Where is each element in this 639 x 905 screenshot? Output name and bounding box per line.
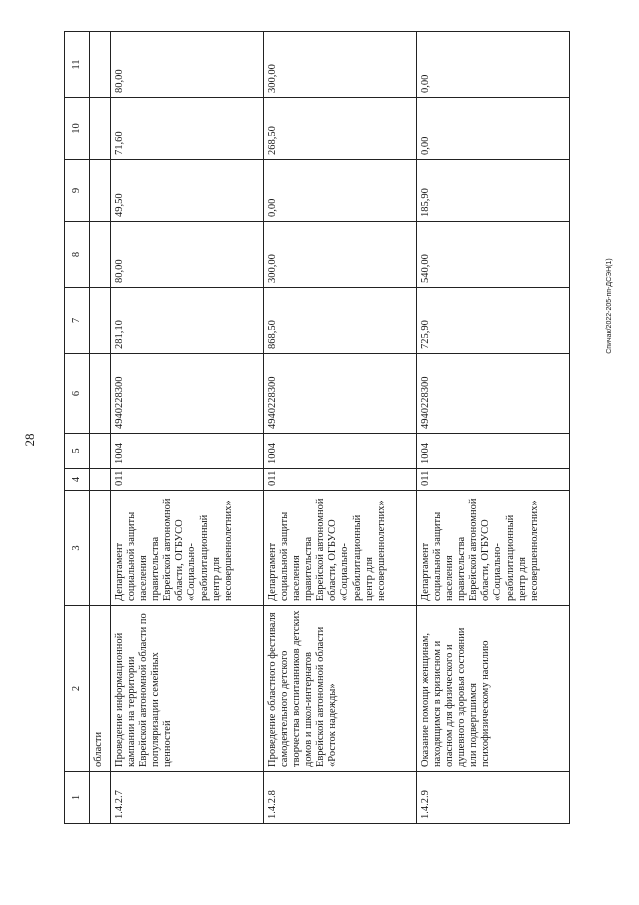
target-article-code: 4940228300 bbox=[111, 354, 264, 434]
column-number: 1 bbox=[65, 772, 90, 824]
column-number: 6 bbox=[65, 354, 90, 434]
column-number: 8 bbox=[65, 222, 90, 288]
grbs-code: 011 bbox=[417, 469, 570, 491]
section-code: 1004 bbox=[417, 434, 570, 469]
column-number: 9 bbox=[65, 160, 90, 222]
empty-cell bbox=[90, 434, 111, 469]
continuation-row bbox=[90, 32, 111, 824]
amount-col-10: 268,50 bbox=[264, 98, 417, 160]
amount-col-11: 300,00 bbox=[264, 32, 417, 98]
empty-cell bbox=[90, 288, 111, 354]
table-row bbox=[111, 32, 264, 824]
rotated-table-container bbox=[64, 32, 599, 824]
total-amount: 281,10 bbox=[111, 288, 264, 354]
program-activities-table bbox=[64, 31, 570, 824]
amount-col-11: 80,00 bbox=[111, 32, 264, 98]
column-number: 7 bbox=[65, 288, 90, 354]
target-article-code: 4940228300 bbox=[264, 354, 417, 434]
executor: Департамент социальной защиты населения правительства Еврейской автономной области, ОГБУСО «Социально-реабилитационный центр для несовершеннолетних» bbox=[417, 491, 570, 606]
empty-cell bbox=[90, 491, 111, 606]
column-number-row bbox=[65, 32, 90, 824]
amount-col-9: 49,50 bbox=[111, 160, 264, 222]
table-row bbox=[417, 32, 570, 824]
activity-name: Проведение областного фестиваля самодеятельного детского творчества воспитанников детских домов и школ-интернатов Еврейской автономной области «Росток надежды» bbox=[264, 606, 417, 772]
total-amount: 868,50 bbox=[264, 288, 417, 354]
amount-col-8: 540,00 bbox=[417, 222, 570, 288]
amount-col-11: 0,00 bbox=[417, 32, 570, 98]
amount-col-10: 71,60 bbox=[111, 98, 264, 160]
section-code: 1004 bbox=[111, 434, 264, 469]
section-code: 1004 bbox=[264, 434, 417, 469]
activity-name: Проведение информационной кампании на территории Еврейской автономной области по популяризации семейных ценностей bbox=[111, 606, 264, 772]
grbs-code: 011 bbox=[111, 469, 264, 491]
executor: Департамент социальной защиты населения правительства Еврейской автономной области, ОГБУСО «Социально-реабилитационный центр для несовершеннолетних» bbox=[111, 491, 264, 606]
page-number: 28 bbox=[22, 433, 37, 447]
amount-col-9: 0,00 bbox=[264, 160, 417, 222]
column-number: 4 bbox=[65, 469, 90, 491]
activity-name: Оказание помощи женщинам, находящимся в кризисном и опасном для физического и душевного здоровья состоянии или подвергшимся психофизическому насилию bbox=[417, 606, 570, 772]
empty-cell bbox=[90, 32, 111, 98]
column-number: 5 bbox=[65, 434, 90, 469]
amount-col-8: 300,00 bbox=[264, 222, 417, 288]
table-row bbox=[264, 32, 417, 824]
total-amount: 725,90 bbox=[417, 288, 570, 354]
amount-col-8: 80,00 bbox=[111, 222, 264, 288]
amount-col-10: 0,00 bbox=[417, 98, 570, 160]
amount-col-9: 185,90 bbox=[417, 160, 570, 222]
column-number: 3 bbox=[65, 491, 90, 606]
empty-cell bbox=[90, 222, 111, 288]
row-code: 1.4.2.9 bbox=[417, 772, 570, 824]
column-number: 11 bbox=[65, 32, 90, 98]
document-id: Спичак/2022-205-пп-ДСЭН(1) bbox=[606, 258, 613, 354]
empty-cell bbox=[90, 469, 111, 491]
executor: Департамент социальной защиты населения правительства Еврейской автономной области, ОГБУСО «Социально-реабилитационный центр для несовершеннолетних» bbox=[264, 491, 417, 606]
target-article-code: 4940228300 bbox=[417, 354, 570, 434]
column-number: 2 bbox=[65, 606, 90, 772]
continuation-text: области bbox=[90, 606, 111, 772]
empty-cell bbox=[90, 160, 111, 222]
empty-cell bbox=[90, 772, 111, 824]
row-code: 1.4.2.8 bbox=[264, 772, 417, 824]
empty-cell bbox=[90, 98, 111, 160]
row-code: 1.4.2.7 bbox=[111, 772, 264, 824]
grbs-code: 011 bbox=[264, 469, 417, 491]
column-number: 10 bbox=[65, 98, 90, 160]
empty-cell bbox=[90, 354, 111, 434]
